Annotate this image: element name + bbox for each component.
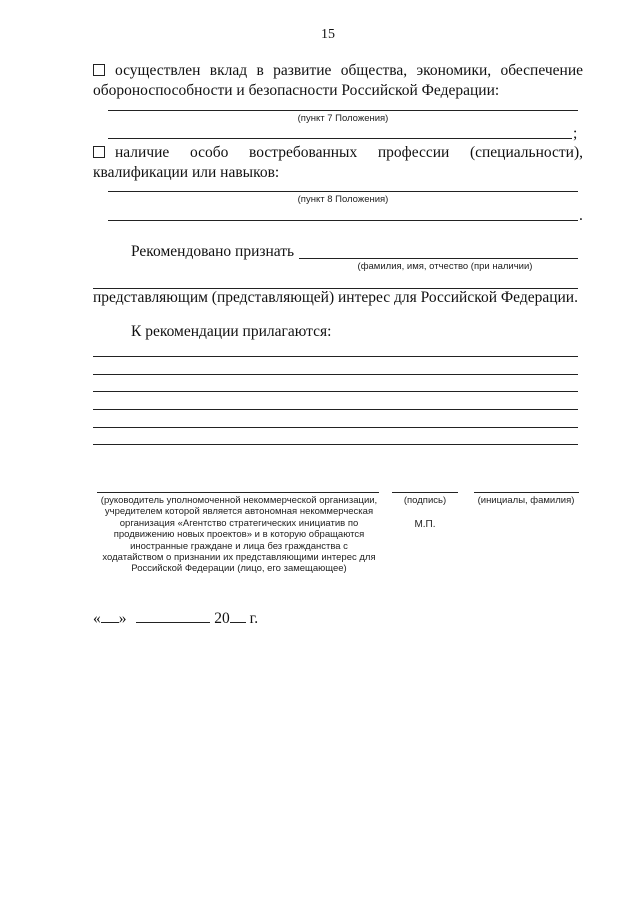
recommend-name-line[interactable] xyxy=(299,258,578,259)
item-profession-line1: наличие особо востребованных профессии (специальности), xyxy=(115,144,583,161)
date-year-prefix: 20 xyxy=(214,610,230,627)
attachment-line[interactable] xyxy=(93,374,578,375)
profession-fill-line-1[interactable] xyxy=(108,191,578,192)
date-row xyxy=(93,610,258,628)
item-contribution xyxy=(93,61,583,101)
page-number: 15 xyxy=(321,27,335,42)
date-year-suffix: г. xyxy=(249,610,259,627)
attachment-line[interactable] xyxy=(93,391,578,392)
seal-label: М.П. xyxy=(414,519,436,530)
profession-end-mark: . xyxy=(579,207,583,224)
item-contribution-line1: осуществлен вклад в развитие общества, экономики, обеспечение xyxy=(115,62,583,79)
date-open-quote: « xyxy=(93,610,101,627)
initials-caption: (инициалы, фамилия) xyxy=(477,495,575,506)
contribution-fill-line-1[interactable] xyxy=(108,110,578,111)
date-year-field[interactable] xyxy=(230,610,246,623)
attachment-line[interactable] xyxy=(93,409,578,410)
item-contribution-line2: обороноспособности и безопасности Российской Федерации: xyxy=(93,82,500,99)
recommend-label: Рекомендовано признать xyxy=(131,243,295,260)
profession-caption: (пункт 8 Положения) xyxy=(297,194,389,205)
recommend-name-caption: (фамилия, имя, отчество (при наличии) xyxy=(357,261,533,272)
profession-fill-line-2[interactable] xyxy=(108,220,578,221)
checkbox-contribution[interactable] xyxy=(93,64,105,76)
date-day-field[interactable] xyxy=(101,610,119,623)
contribution-caption: (пункт 7 Положения) xyxy=(297,113,389,124)
initials-line[interactable] xyxy=(474,492,579,493)
signature-line[interactable] xyxy=(392,492,458,493)
head-signature-line[interactable] xyxy=(97,492,379,493)
checkbox-profession[interactable] xyxy=(93,146,105,158)
head-caption: (руководитель уполномоченной некоммерческой организации, учредителем которой является автономная некоммерческая организация «Агентство стратегических инициатив по продвижению новых проектов» и в которую обращаются иностранные граждане и лица без гражданства с ходатайством о признании их представляющими интерес для Российской Федерации (лицо, его замещающее) xyxy=(100,495,378,575)
date-close-quote: » xyxy=(118,610,127,627)
item-profession xyxy=(93,143,583,183)
attachments-label: К рекомендации прилагаются: xyxy=(131,323,332,340)
attachment-line[interactable] xyxy=(93,427,578,428)
contribution-end-mark: ; xyxy=(573,125,578,142)
signature-caption: (подпись) xyxy=(403,495,447,506)
item-profession-line2: квалификации или навыков: xyxy=(93,164,280,181)
date-month-field[interactable] xyxy=(136,610,210,623)
recommend-continuation: представляющим (представляющей) интерес для Российской Федерации. xyxy=(93,289,578,306)
attachment-line[interactable] xyxy=(93,444,578,445)
attachment-line[interactable] xyxy=(93,356,578,357)
contribution-fill-line-2[interactable] xyxy=(108,138,572,139)
